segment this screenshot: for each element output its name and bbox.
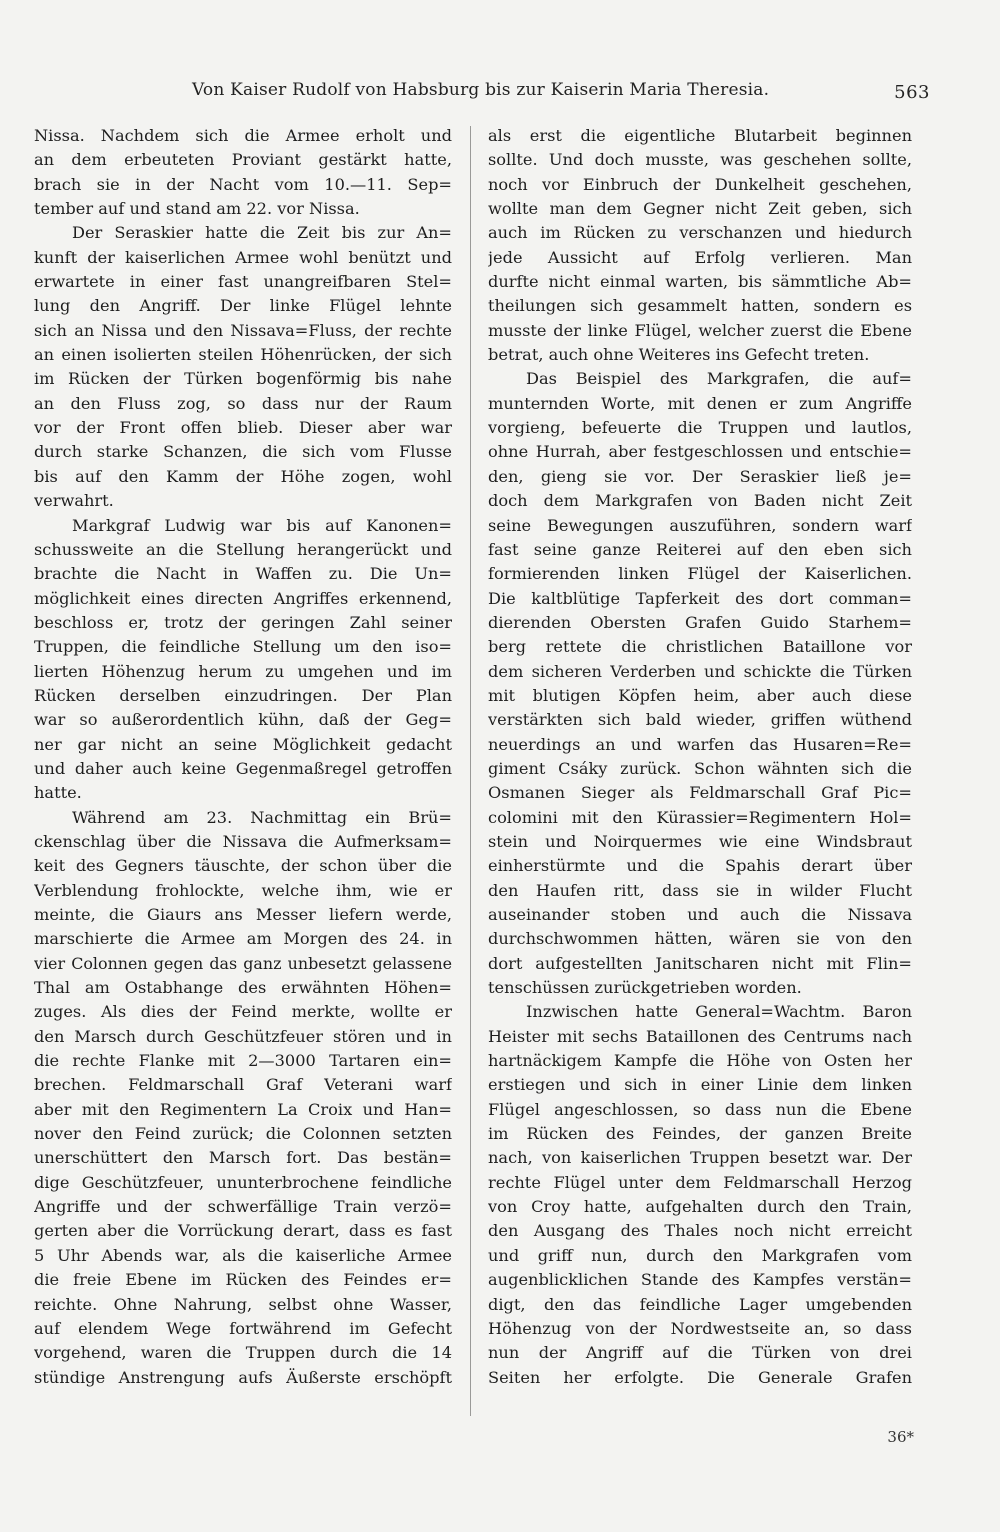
left-column-line: die freie Ebene im Rücken des Feindes er= bbox=[34, 1270, 452, 1290]
right-column-line: ohne Hurrah, aber festgeschlossen und entschie= bbox=[488, 442, 912, 462]
left-column-line: Verblendung frohlockte, welche ihm, wie er bbox=[34, 880, 452, 900]
left-column-line: erwartete in einer fast unangreifbaren Stel= bbox=[34, 272, 452, 292]
left-column-line: lung den Angriff. Der linke Flügel lehnte bbox=[34, 296, 452, 316]
right-column-line: noch vor Einbruch der Dunkelheit geschehen, bbox=[488, 174, 912, 194]
left-column-line: im Rücken der Türken bogenförmig bis nahe bbox=[34, 369, 452, 389]
left-column-line: brechen. Feldmarschall Graf Veterani warf bbox=[34, 1075, 452, 1095]
right-column-line: rechte Flügel unter dem Feldmarschall Herzog bbox=[488, 1172, 912, 1192]
right-column-line: dem sicheren Verderben und schickte die Türken bbox=[488, 661, 912, 681]
right-column bbox=[488, 124, 912, 1390]
left-column-line: Markgraf Ludwig war bis auf Kanonen= bbox=[72, 515, 452, 535]
right-column-line: Höhenzug von der Nordwestseite an, so dass bbox=[488, 1318, 912, 1338]
left-column-line: die rechte Flanke mit 2—3000 Tartaren ein= bbox=[34, 1051, 452, 1071]
right-column-line: mit blutigen Köpfen heim, aber auch diese bbox=[488, 685, 912, 705]
left-column-line: keit des Gegners täuschte, der schon über die bbox=[34, 856, 452, 876]
left-column-line: verwahrt. bbox=[34, 491, 114, 511]
left-column-line: durch starke Schanzen, die sich vom Flusse bbox=[34, 442, 452, 462]
signature-mark: 36* bbox=[887, 1428, 914, 1446]
right-column-line: doch dem Markgrafen von Baden nicht Zeit bbox=[488, 491, 912, 511]
page-number: 563 bbox=[894, 82, 930, 103]
left-column-line: ner gar nicht an seine Möglichkeit gedacht bbox=[34, 734, 452, 754]
right-column-line: auseinander stoben und auch die Nissava bbox=[488, 905, 912, 924]
right-column-line: den Haufen ritt, dass sie in wilder Flucht bbox=[488, 880, 912, 900]
left-column-line: marschierte die Armee am Morgen des 24. in bbox=[34, 929, 452, 949]
right-column-line: hartnäckigem Kampfe die Höhe von Osten her bbox=[488, 1051, 912, 1071]
right-column-line: neuerdings an und warfen das Husaren=Re= bbox=[488, 734, 912, 754]
left-column-line: unerschüttert den Marsch fort. Das bestän= bbox=[34, 1148, 452, 1168]
right-column-line: Seiten her erfolgte. Die Generale Grafen bbox=[488, 1367, 912, 1387]
right-column-line: munternden Worte, mit denen er zum Angriffe bbox=[488, 393, 912, 413]
left-column-line: Thal am Ostabhange des erwähnten Höhen= bbox=[34, 978, 452, 998]
left-column-line: an den Fluss zog, so dass nur der Raum bbox=[34, 393, 452, 413]
right-column-line: digt, den das feindliche Lager umgebenden bbox=[488, 1294, 912, 1314]
left-column-line: kunft der kaiserlichen Armee wohl benützt und bbox=[34, 247, 452, 267]
left-column-line: meinte, die Giaurs ans Messer liefern werde, bbox=[34, 905, 452, 924]
right-column-line: tenschüssen zurückgetrieben worden. bbox=[488, 978, 802, 998]
right-column-line: nach, von kaiserlichen Truppen besetzt war. Der bbox=[488, 1148, 912, 1168]
left-column-line: vor der Front offen blieb. Dieser aber war bbox=[34, 418, 452, 438]
left-column-line: brachte die Nacht in Waffen zu. Die Un= bbox=[34, 564, 452, 584]
right-column-line: durchschwommen hätten, wären sie von den bbox=[488, 929, 912, 949]
left-column-line: auf elendem Wege fortwährend im Gefecht bbox=[34, 1318, 452, 1338]
left-column-line: beschloss er, trotz der geringen Zahl seiner bbox=[34, 612, 452, 632]
left-column-line: Nissa. Nachdem sich die Armee erholt und bbox=[34, 126, 452, 145]
right-column-line: von Croy hatte, aufgehalten durch den Train, bbox=[488, 1197, 912, 1217]
right-column-line: jede Aussicht auf Erfolg verlieren. Man bbox=[488, 247, 912, 267]
left-column-line: aber mit den Regimentern La Croix und Han= bbox=[34, 1099, 452, 1119]
left-column-line: 5 Uhr Abends war, als die kaiserliche Armee bbox=[34, 1245, 452, 1265]
left-column-line: Truppen, die feindliche Stellung um den iso= bbox=[34, 637, 452, 657]
right-column-line: Heister mit sechs Bataillonen des Centrums nach bbox=[488, 1026, 912, 1046]
left-column bbox=[34, 124, 452, 1390]
right-column-line: Die kaltblütige Tapferkeit des dort comman= bbox=[488, 588, 912, 608]
right-column-line: wollte man dem Gegner nicht Zeit geben, sich bbox=[488, 199, 912, 219]
right-column-line: giment Csáky zurück. Schon wähnten sich die bbox=[488, 758, 912, 778]
right-column-line: formierenden linken Flügel der Kaiserlichen. bbox=[488, 564, 912, 584]
left-column-line: den Marsch durch Geschützfeuer stören und in bbox=[34, 1026, 452, 1046]
left-column-line: gerten aber die Vorrückung derart, dass es fast bbox=[34, 1221, 452, 1241]
left-column-line: Der Seraskier hatte die Zeit bis zur An= bbox=[72, 223, 452, 243]
right-column-line: musste der linke Flügel, welcher zuerst die Ebene bbox=[488, 320, 912, 340]
right-column-line: dierenden Obersten Grafen Guido Starhem= bbox=[488, 612, 912, 632]
left-column-line: an einen isolierten steilen Höhenrücken, der sich bbox=[34, 345, 452, 365]
right-column-line: vorgieng, befeuerte die Truppen und lautlos, bbox=[488, 418, 912, 438]
left-column-line: stündige Anstrengung aufs Äußerste erschöpft bbox=[34, 1367, 452, 1387]
left-column-line: schussweite an die Stellung herangerückt und bbox=[34, 539, 452, 559]
right-column-line: theilungen sich gesammelt hatten, sondern es bbox=[488, 296, 912, 316]
right-column-line: nun der Angriff auf die Türken von drei bbox=[488, 1343, 912, 1363]
left-column-line: Angriffe und der schwerfällige Train verzö= bbox=[34, 1197, 452, 1217]
right-column-line: betrat, auch ohne Weiteres ins Gefecht treten. bbox=[488, 345, 870, 365]
left-column-line: tember auf und stand am 22. vor Nissa. bbox=[34, 199, 360, 219]
right-column-line: dort aufgestellten Janitscharen nicht mit Flin= bbox=[488, 953, 912, 973]
right-column-line: und griff nun, durch den Markgrafen vom bbox=[488, 1245, 912, 1265]
running-head: Von Kaiser Rudolf von Habsburg bis zur Kaiserin Maria Theresia. bbox=[192, 80, 770, 100]
right-column-line: durfte nicht einmal warten, bis sämmtliche Ab= bbox=[488, 272, 912, 292]
left-column-line: nover den Feind zurück; die Colonnen setzten bbox=[34, 1124, 452, 1144]
left-column-line: reichte. Ohne Nahrung, selbst ohne Wasser, bbox=[34, 1294, 452, 1314]
right-column-line: im Rücken des Feindes, der ganzen Breite bbox=[488, 1124, 912, 1144]
right-column-line: den Ausgang des Thales noch nicht erreicht bbox=[488, 1221, 912, 1241]
right-column-line: als erst die eigentliche Blutarbeit beginnen bbox=[488, 126, 912, 145]
right-column-line: Flügel angeschlossen, so dass nun die Ebene bbox=[488, 1099, 912, 1119]
column-divider bbox=[470, 126, 471, 1416]
left-column-line: möglichkeit eines directen Angriffes erkennend, bbox=[34, 588, 452, 608]
left-column-line: an dem erbeuteten Proviant gestärkt hatte, bbox=[34, 150, 452, 170]
left-column-line: zuges. Als dies der Feind merkte, wollte er bbox=[34, 1002, 452, 1022]
left-column-line: Während am 23. Nachmittag ein Brü= bbox=[72, 807, 452, 827]
right-column-line: verstärkten sich bald wieder, griffen wüthend bbox=[488, 710, 912, 730]
right-column-line: fast seine ganze Reiterei auf den eben sich bbox=[488, 539, 912, 559]
right-column-line: erstiegen und sich in einer Linie dem linken bbox=[488, 1075, 912, 1095]
right-column-line: einherstürmte und die Spahis derart über bbox=[488, 856, 912, 876]
left-column-line: vier Colonnen gegen das ganz unbesetzt gelassene bbox=[34, 953, 452, 973]
right-column-line: sollte. Und doch musste, was geschehen sollte, bbox=[488, 150, 912, 170]
left-column-line: lierten Höhenzug herum zu umgehen und im bbox=[34, 661, 452, 681]
left-column-line: brach sie in der Nacht vom 10.—11. Sep= bbox=[34, 174, 452, 194]
left-column-line: sich an Nissa und den Nissava=Fluss, der rechte bbox=[34, 320, 452, 340]
right-column-line: Inzwischen hatte General=Wachtm. Baron bbox=[526, 1002, 912, 1022]
right-column-line: auch im Rücken zu verschanzen und hiedurch bbox=[488, 223, 912, 243]
left-column-line: vorgehend, waren die Truppen durch die 14 bbox=[34, 1343, 452, 1363]
left-column-line: dige Geschützfeuer, ununterbrochene feindliche bbox=[34, 1172, 452, 1192]
left-column-line: ckenschlag über die Nissava die Aufmerksam= bbox=[34, 831, 452, 851]
left-column-line: bis auf den Kamm der Höhe zogen, wohl bbox=[34, 466, 452, 486]
right-column-line: berg rettete die christlichen Bataillone vor bbox=[488, 637, 912, 657]
right-column-line: seine Bewegungen auszuführen, sondern warf bbox=[488, 515, 912, 535]
right-column-line: Das Beispiel des Markgrafen, die auf= bbox=[526, 369, 912, 389]
left-column-line: war so außerordentlich kühn, daß der Geg= bbox=[34, 710, 452, 730]
left-column-line: hatte. bbox=[34, 783, 82, 803]
left-column-line: und daher auch keine Gegenmaßregel getroffen bbox=[34, 758, 452, 778]
right-column-line: Osmanen Sieger als Feldmarschall Graf Pic= bbox=[488, 783, 912, 803]
right-column-line: augenblicklichen Stande des Kampfes verstän= bbox=[488, 1270, 912, 1290]
right-column-line: stein und Noirquermes wie eine Windsbraut bbox=[488, 831, 912, 851]
right-column-line: colomini mit den Kürassier=Regimentern Hol= bbox=[488, 807, 912, 827]
right-column-line: den, gieng sie vor. Der Seraskier ließ je= bbox=[488, 466, 912, 486]
left-column-line: Rücken derselben einzudringen. Der Plan bbox=[34, 685, 452, 705]
